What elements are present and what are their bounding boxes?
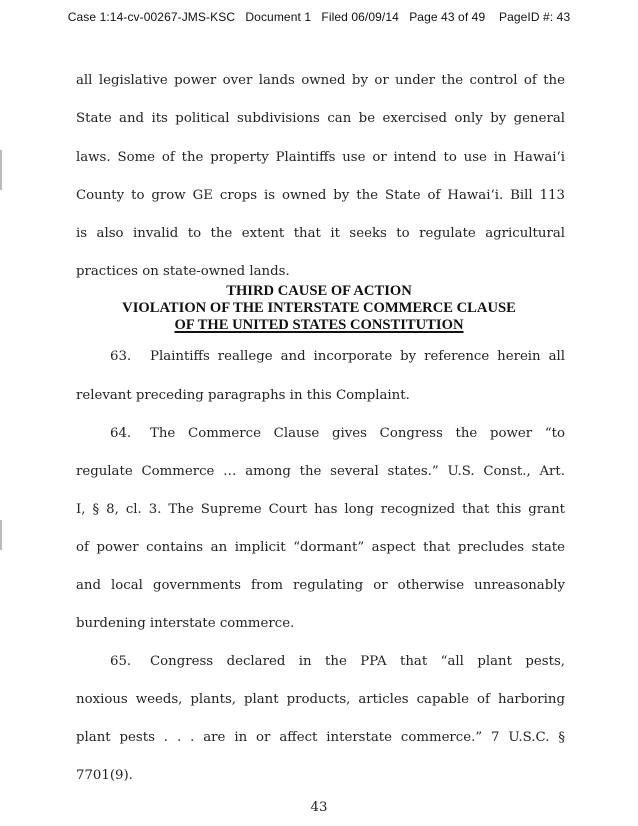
text-line: of power contains an implicit “dormant” aspect that precludes state (76, 540, 565, 555)
paragraph-number: 65. (110, 654, 132, 669)
text-line: State and its political subdivisions can be exercised only by general (76, 111, 565, 126)
paragraph-first-line (110, 654, 565, 669)
document-number: Document 1 (245, 10, 312, 24)
text-line: Plaintiffs reallege and incorporate by reference herein all (150, 349, 565, 364)
text-line: is also invalid to the extent that it seeks to regulate agricultural (76, 226, 565, 241)
text-line: I, § 8, cl. 3. The Supreme Court has long recognized that this grant (76, 502, 565, 517)
text-line: The Commerce Clause gives Congress the power “to (150, 426, 565, 441)
paragraph-number: 63. (110, 349, 132, 364)
text-line: burdening interstate commerce. (76, 616, 295, 631)
filed-date: Filed 06/09/14 (321, 10, 399, 24)
text-line: noxious weeds, plants, plant products, articles capable of harboring (76, 692, 565, 707)
scan-margin-mark (0, 520, 2, 550)
text-line: practices on state-owned lands. (76, 264, 290, 279)
text-line: plant pests . . . are in or affect interstate commerce.” 7 U.S.C. § (76, 730, 565, 745)
ecf-header (0, 10, 638, 24)
text-line: all legislative power over lands owned by or under the control of the (76, 73, 565, 88)
heading-underlined-text: OF THE UNITED STATES CONSTITUTION (174, 317, 464, 333)
page-id: PageID #: 43 (498, 10, 571, 24)
case-number: Case 1:14-cv-00267-JMS-KSC (67, 10, 236, 24)
text-line: laws. Some of the property Plaintiffs use or intend to use in Hawai‘i (76, 150, 565, 165)
text-line: County to grow GE crops is owned by the State of Hawai‘i. Bill 113 (76, 188, 565, 203)
page-number: 43 (310, 800, 328, 815)
section-heading-line-3 (0, 317, 638, 334)
section-heading-line-2: VIOLATION OF THE INTERSTATE COMMERCE CLAUSE (122, 300, 516, 316)
paragraph-first-line (110, 349, 565, 364)
page-of: Page 43 of 49 (409, 10, 486, 24)
text-line: and local governments from regulating or otherwise unreasonably (76, 578, 565, 593)
text-line: Congress declared in the PPA that “all plant pests, (150, 654, 565, 669)
text-line: regulate Commerce … among the several states.” U.S. Const., Art. (76, 464, 565, 479)
text-line: 7701(9). (76, 768, 133, 783)
paragraph-first-line (110, 426, 565, 441)
scan-margin-mark (0, 150, 2, 190)
section-heading-line-1: THIRD CAUSE OF ACTION (226, 283, 412, 299)
paragraph-number: 64. (110, 426, 132, 441)
text-line: relevant preceding paragraphs in this Complaint. (76, 388, 410, 403)
